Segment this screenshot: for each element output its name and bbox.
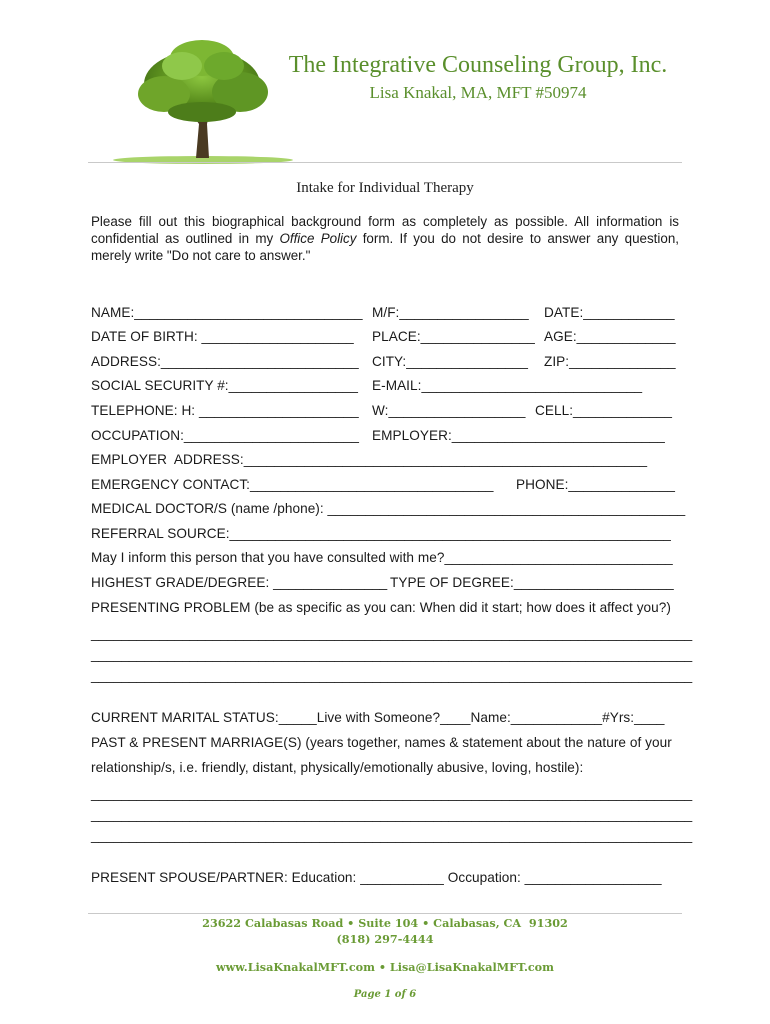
- address-field[interactable]: ADDRESS:__________________________: [91, 354, 359, 369]
- footer-address: 23622 Calabasas Road • Suite 104 • Calabasas, CA 91302: [202, 916, 568, 930]
- footer-phone: (818) 297-4444: [336, 932, 434, 946]
- highest-degree-field[interactable]: HIGHEST GRADE/DEGREE: _______________: [91, 575, 388, 590]
- marriages-label-2: relationship/s, i.e. friendly, distant, physically/emotionally abusive, loving, hostile):: [91, 760, 584, 775]
- office-policy-text: Office Policy: [279, 231, 357, 246]
- page-number: Page 1 of 6: [353, 989, 417, 1000]
- intro-paragraph: [91, 213, 679, 264]
- clinician-name: Lisa Knakal, MA, MFT #50974: [369, 83, 587, 102]
- consult-permission-field[interactable]: May I inform this person that you have consulted with me?______________________________: [91, 550, 673, 565]
- marital-status-field[interactable]: CURRENT MARITAL STATUS:_____Live with Someone?____Name:____________#Yrs:____: [91, 710, 665, 725]
- name-field[interactable]: NAME:______________________________: [91, 305, 363, 320]
- medical-doctor-field[interactable]: MEDICAL DOCTOR/S (name /phone): _______________________________________________: [91, 501, 686, 516]
- referral-source-field[interactable]: REFERRAL SOURCE:__________________________________________________________: [91, 526, 671, 541]
- ssn-field[interactable]: SOCIAL SECURITY #:_________________: [91, 378, 359, 393]
- intro-line-1: Please fill out this biographical background form as completely as possible. All information is: [91, 214, 679, 229]
- marriages-label-1: PAST & PRESENT MARRIAGE(S) (years together, names & statement about the nature of your: [91, 735, 672, 750]
- employer-address-field[interactable]: EMPLOYER ADDRESS:_____________________________________________________: [91, 452, 648, 467]
- emergency-phone-field[interactable]: PHONE:______________: [516, 477, 675, 492]
- spouse-field[interactable]: PRESENT SPOUSE/PARTNER: Education: ___________ Occupation: __________________: [91, 870, 662, 885]
- city-field[interactable]: CITY:________________: [372, 354, 529, 369]
- age-field[interactable]: AGE:_____________: [544, 329, 676, 344]
- home-phone-field[interactable]: TELEPHONE: H: _____________________: [91, 403, 359, 418]
- sex-field[interactable]: M/F:_________________: [372, 305, 529, 320]
- emergency-contact-field[interactable]: EMERGENCY CONTACT:________________________________: [91, 477, 494, 492]
- work-phone-field[interactable]: W:__________________: [372, 403, 526, 418]
- occupation-field[interactable]: OCCUPATION:_______________________: [91, 428, 359, 443]
- header-divider: [88, 162, 682, 163]
- intro-line-2-start: confidential as outlined in my: [91, 231, 280, 246]
- cell-phone-field[interactable]: CELL:_____________: [535, 403, 672, 418]
- marriages-line-3[interactable]: _______________________________________________________________________________: [91, 828, 693, 843]
- org-name: The Integrative Counseling Group, Inc.: [288, 52, 668, 78]
- intro-line-2: [91, 230, 679, 247]
- place-field[interactable]: PLACE:_______________: [372, 329, 535, 344]
- degree-type-field[interactable]: TYPE OF DEGREE:_____________________: [390, 575, 674, 590]
- marriages-line-1[interactable]: _______________________________________________________________________________: [91, 786, 693, 801]
- presenting-problem-line-1[interactable]: _______________________________________________________________________________: [91, 626, 693, 641]
- footer-divider: [88, 913, 682, 914]
- marriages-line-2[interactable]: _______________________________________________________________________________: [91, 807, 693, 822]
- presenting-problem-line-3[interactable]: _______________________________________________________________________________: [91, 668, 693, 683]
- footer-web[interactable]: www.LisaKnakalMFT.com • Lisa@LisaKnakalMFT.com: [216, 960, 554, 974]
- date-field[interactable]: DATE:____________: [544, 305, 675, 320]
- zip-field[interactable]: ZIP:______________: [544, 354, 676, 369]
- intro-line-3: merely write "Do not care to answer.": [91, 248, 311, 263]
- email-field[interactable]: E-MAIL:_____________________________: [372, 378, 643, 393]
- document-title: Intake for Individual Therapy: [296, 180, 474, 196]
- presenting-problem-line-2[interactable]: _______________________________________________________________________________: [91, 647, 693, 662]
- employer-field[interactable]: EMPLOYER:____________________________: [372, 428, 665, 443]
- intro-line-2-end: form. If you do not desire to answer any question,: [356, 231, 679, 246]
- dob-field[interactable]: DATE OF BIRTH: ____________________: [91, 329, 354, 344]
- presenting-problem-label: PRESENTING PROBLEM (be as specific as you can: When did it start; how does it affect you?): [91, 600, 671, 615]
